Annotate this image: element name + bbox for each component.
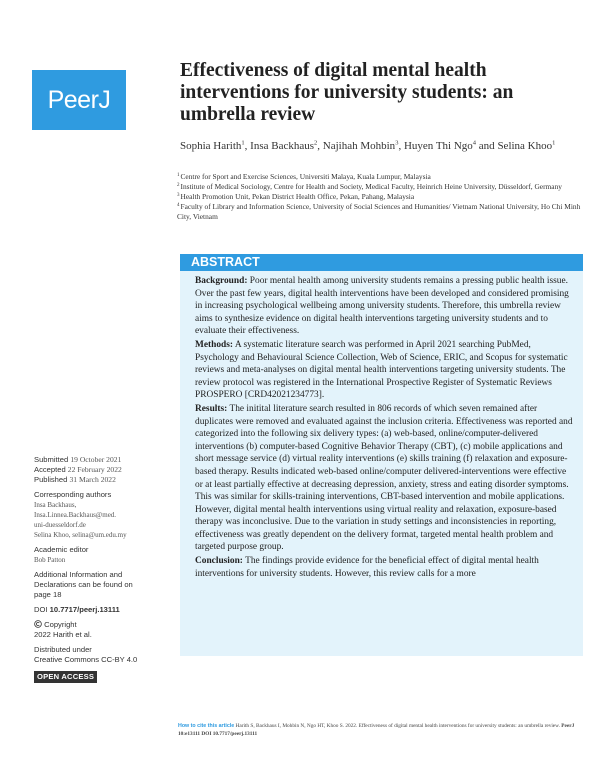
accepted-label: Accepted [34, 465, 66, 474]
affiliation-text: Faculty of Library and Information Science, University of Social Sciences and Humanities/ Vietnam National University, Ho Chi Minh City, Vietnam [177, 202, 581, 221]
author-name: Huyen Thi Ngo [403, 140, 473, 152]
abstract-box [180, 254, 583, 656]
section-text: A systematic literature search was performed in April 2021 searching PubMed, Psychology and Behavioural Science Collection, Web of Science, ERIC, and Scopus for systematic reviews and meta-analyses on digital mental health interventions targeting university students. The review protocol was registered in the International Prospective Register of Systematic Reviews PROSPERO [CRD42021234773]. [195, 339, 568, 401]
copyright-label: Copyright [44, 620, 77, 629]
editor-label: Academic editor [34, 545, 89, 554]
additional-info-line: Declarations can be found on [34, 580, 133, 589]
affiliation-item [177, 192, 582, 202]
abstract-body [180, 271, 583, 580]
license-line: Distributed under [34, 645, 92, 654]
affiliation-sup: 4 [177, 202, 180, 208]
abstract-heading: ABSTRACT [180, 254, 583, 271]
affiliation-text: Health Promotion Unit, Pekan District Health Office, Pekan, Pahang, Malaysia [180, 192, 415, 201]
affiliation-sup: 3 [177, 192, 180, 198]
author-affil-sup: 4 [472, 139, 477, 147]
section-text: Poor mental health among university students remains a pressing public health issue. Over the past few years, digital health interventions have been developed and considered promising in increasing psychological wellbeing among university students. Therefore, this umbrella review aims to synthesize evidence on digital health interventions targeting university students and to evaluate their effectiveness. [195, 276, 569, 337]
peerj-logo [32, 70, 126, 130]
published-date: 31 March 2022 [69, 475, 116, 484]
section-label: Results: [195, 403, 228, 414]
license-link[interactable]: Creative Commons CC-BY 4.0 [34, 655, 138, 664]
corresponding-email-link[interactable]: Selina Khoo, selina@um.edu.my [34, 531, 127, 539]
author-affil-sup: 1 [552, 139, 556, 147]
corresponding-email-link[interactable]: Insa.Linnea.Backhaus@med. [34, 511, 117, 519]
corresponding-email-link[interactable]: uni-duesseldorf.de [34, 521, 86, 529]
submitted-label: Submitted [34, 455, 69, 464]
section-label: Methods: [195, 339, 234, 350]
affiliation-list [177, 172, 582, 222]
affiliation-sup: 1 [177, 172, 180, 178]
copyright-icon [34, 620, 44, 629]
citation-footer [178, 723, 583, 738]
author-name: Insa Backhaus [250, 140, 315, 152]
cite-label: How to cite this article [178, 723, 235, 729]
affiliation-item [177, 182, 582, 192]
copyright-row [34, 620, 174, 630]
accepted-row [34, 465, 174, 475]
open-access-badge: OPEN ACCESS [34, 671, 97, 683]
affiliation-item [177, 172, 582, 182]
submitted-row [34, 455, 174, 465]
author-name: Sophia Harith [180, 140, 242, 152]
accepted-date: 22 February 2022 [67, 465, 122, 474]
abstract-conclusion [195, 555, 573, 580]
author-list: Sophia Harith$^1$, Insa Backhaus$^2$, Najihah Mohbin$^3$, Huyen Thi Ngo$^4$ and Selina Khoo$^1$ [180, 139, 556, 152]
author-affil-sup: 1 [241, 139, 245, 147]
article-metadata [34, 455, 174, 683]
author-affil-sup: 3 [395, 139, 399, 147]
corresponding-label: Corresponding authors [34, 490, 112, 499]
abstract-background [195, 275, 573, 338]
author-name: Selina Khoo [497, 140, 553, 152]
author-affil-sup: 2 [314, 139, 318, 147]
doi-label: DOI [34, 605, 48, 614]
editor-name: Bob Patton [34, 556, 66, 564]
corresponding-line: Insa Backhaus, [34, 501, 77, 509]
additional-info-line: page 18 [34, 590, 62, 599]
abstract-results [195, 403, 573, 554]
doi-link[interactable]: 10.7717/peerj.13111 [49, 605, 120, 614]
cite-journal: PeerJ 10:e13111 [178, 723, 575, 737]
affiliation-text: Centre for Sport and Exercise Sciences, Universiti Malaya, Kuala Lumpur, Malaysia [180, 172, 431, 181]
section-label: Background: [195, 276, 248, 286]
cite-text: Harith S, Backhaus I, Mohbin N, Ngo HT, Khoo S. 2022. Effectiveness of digital mental health interventions for university students: an umbrella review. [235, 723, 560, 729]
section-text: The findings provide evidence for the beneficial effect of digital mental health interventions for university students. However, this review calls for a more [195, 556, 539, 579]
section-text: The initital literature search resulted in 806 records of which seven remained after duplicates were removed and evaluated against the inclusion criteria. Effectiveness was reported and categorized into the following six delivery types: (a) web-based, online/computer-delivered interventions (b) computer-based Cognitive Behavior Therapy (CBT), (c) mobile applications and short message service (d) virtual reality interventions (e) skills training (f) relaxation and exposure-based therapy. Results indicated web-based online/computer delivered-interventions were effective or at least partially effective at decreasing depression, anxiety, stress and eating disorder symptoms. This was similar for skills-training interventions, CBT-based intervention and mobile applications. However, digital mental health interventions using virtual reality and relaxation, exposure-based therapy was inconclusive. Due to the variation in study settings and inconsistencies in reporting, effectiveness was greatly dependent on the delivery format, targeted mental health problem and targeted purpose group. [195, 403, 573, 553]
abstract-methods [195, 339, 573, 402]
cite-doi[interactable]: DOI 10.7717/peerj.13111 [201, 730, 258, 737]
section-label: Conclusion: [195, 556, 243, 567]
affiliation-text: Institute of Medical Sociology, Centre for Health and Society, Medical Faculty, Heinrich Heine University, Düsseldorf, Germany [180, 182, 562, 191]
logo-text: PeerJ [47, 85, 111, 114]
published-label: Published [34, 475, 68, 484]
affiliation-sup: 2 [177, 182, 180, 188]
additional-info-line: Additional Information and [34, 570, 123, 579]
author-name: Najihah Mohbin [322, 140, 396, 152]
doi-row [34, 605, 174, 615]
published-row [34, 475, 174, 485]
article-title: Effectiveness of digital mental health interventions for university students: an umbrella review [180, 60, 514, 125]
submitted-date: 19 October 2021 [70, 455, 122, 464]
affiliation-item [177, 202, 582, 222]
copyright-holder: 2022 Harith et al. [34, 630, 92, 639]
